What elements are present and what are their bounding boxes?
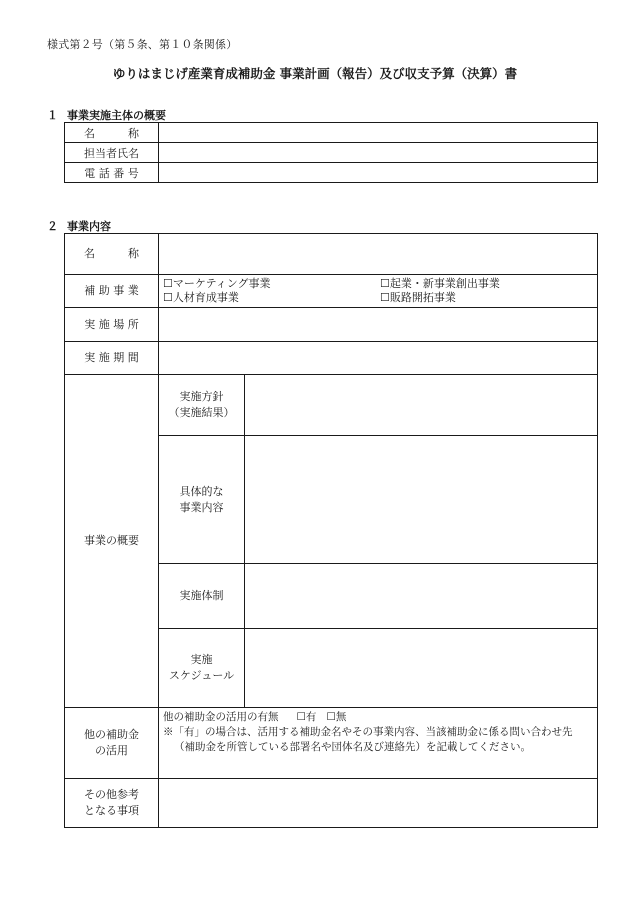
schedule-field[interactable] <box>245 629 598 708</box>
policy-label: 実施方針 （実施結果） <box>159 375 245 436</box>
place-field[interactable] <box>159 308 598 342</box>
section2-title: 事業内容 <box>67 220 111 233</box>
details-field[interactable] <box>245 436 598 564</box>
checkbox-startup[interactable]: ☐起業・新事業創出事業 <box>380 277 500 290</box>
checkbox-marketing[interactable]: ☐マーケティング事業 <box>163 277 271 290</box>
table-row <box>65 234 598 275</box>
other-aid-question: 他の補助金の活用の有無 <box>163 711 279 723</box>
period-field[interactable] <box>159 342 598 375</box>
period-label: 実 施 期 間 <box>65 342 159 375</box>
checkbox-other-aid-yes[interactable]: ☐有 <box>296 711 317 723</box>
structure-field[interactable] <box>245 564 598 629</box>
organization-table <box>64 122 598 183</box>
other-aid-note: ※「有」の場合は、活用する補助金名やその事業内容、当該補助金に係る問い合わせ先（補助金を所管している部署名や団体名及び連絡先）を記載してください。 <box>163 726 573 753</box>
section2-heading <box>47 218 111 234</box>
section1-heading <box>47 107 166 123</box>
aid-program-label: 補 助 事 業 <box>65 275 159 308</box>
other-aid-cell <box>159 708 598 779</box>
contact-person-label: 担当者氏名 <box>65 143 159 163</box>
checkbox-hr-development[interactable]: ☐人材育成事業 <box>163 291 239 304</box>
reference-field[interactable] <box>159 779 598 828</box>
form-number: 様式第２号（第５条、第１０条関係） <box>47 38 238 51</box>
policy-field[interactable] <box>245 375 598 436</box>
phone-field[interactable] <box>159 163 598 183</box>
table-row <box>65 163 598 183</box>
schedule-label: 実施 スケジュール <box>159 629 245 708</box>
structure-label: 実施体制 <box>159 564 245 629</box>
table-row <box>65 375 598 436</box>
table-row <box>65 275 598 308</box>
contact-person-field[interactable] <box>159 143 598 163</box>
overview-label: 事業の概要 <box>65 375 159 708</box>
project-name-field[interactable] <box>159 234 598 275</box>
table-row <box>65 342 598 375</box>
section1-title: 事業実施主体の概要 <box>67 109 166 122</box>
place-label: 実 施 場 所 <box>65 308 159 342</box>
checkbox-other-aid-no[interactable]: ☐無 <box>326 711 347 723</box>
table-row <box>65 779 598 828</box>
section1-number: １ <box>47 109 58 122</box>
document-title: ゆりはまじげ産業育成補助金 事業計画（報告）及び収支予算（決算）書 <box>112 66 518 81</box>
project-name-label: 名 称 <box>65 234 159 275</box>
aid-program-options <box>159 275 598 308</box>
project-table <box>64 233 598 828</box>
table-row <box>65 708 598 779</box>
reference-label: その他参考 となる事項 <box>65 779 159 828</box>
org-name-label: 名 称 <box>65 123 159 143</box>
phone-label: 電 話 番 号 <box>65 163 159 183</box>
checkbox-sales-channel[interactable]: ☐販路開拓事業 <box>380 291 456 304</box>
org-name-field[interactable] <box>159 123 598 143</box>
table-row <box>65 143 598 163</box>
table-row <box>65 308 598 342</box>
table-row <box>65 123 598 143</box>
other-aid-label: 他の補助金 の活用 <box>65 708 159 779</box>
details-label: 具体的な 事業内容 <box>159 436 245 564</box>
section2-number: ２ <box>47 220 58 233</box>
